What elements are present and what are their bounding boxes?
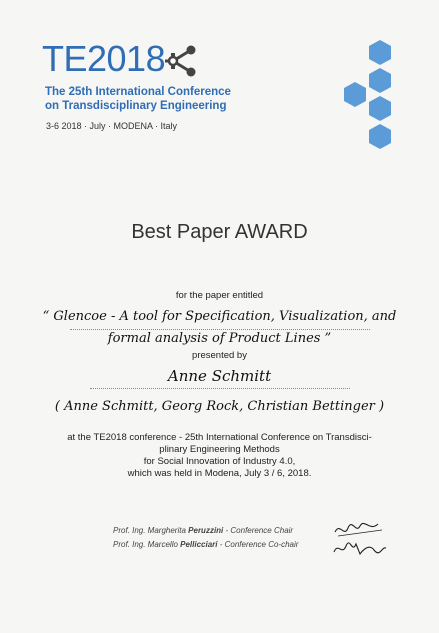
cochair-role: - Conference Co-chair	[217, 540, 299, 549]
chair-signatory	[113, 526, 293, 535]
cochair-signatory	[113, 540, 298, 549]
conference-name-line1: The 25th International Conference	[45, 86, 231, 98]
conference-text-line4: which was held in Modena, July 3 / 6, 2018.	[127, 468, 312, 479]
cochair-surname: Pellicciari	[180, 540, 218, 549]
authors-list: ( Anne Schmitt, Georg Rock, Christian Bettinger )	[54, 399, 385, 414]
chair-role: - Conference Chair	[223, 526, 294, 535]
hexagon-decoration-icon	[335, 40, 395, 150]
conference-name-line2: on Transdisciplinary Engineering	[45, 100, 227, 112]
paper-title-line1: “ Glencoe - A tool for Specification, Visualization, and	[42, 309, 397, 324]
presenter-name: Anne Schmitt	[167, 367, 272, 385]
for-paper-label: for the paper entitled	[175, 290, 264, 301]
cochair-prefix: Prof. Ing. Marcello	[113, 540, 181, 549]
conference-text-line3: for Social Innovation of Industry 4.0,	[143, 456, 296, 467]
share-network-icon	[163, 44, 199, 78]
paper-title-line2: formal analysis of Product Lines ”	[107, 331, 332, 346]
chair-prefix: Prof. Ing. Margherita	[113, 526, 189, 535]
award-title: Best Paper AWARD	[131, 221, 308, 243]
dotted-line	[90, 388, 350, 389]
conference-dates: 3-6 2018 · July · MODENA · Italy	[46, 121, 178, 131]
conference-logo-title: TE2018	[42, 38, 166, 79]
conference-text-line1: at the TE2018 conference - 25th International Conference on Transdisci-	[67, 432, 372, 443]
conference-text-line2: plinary Engineering Methods	[159, 444, 280, 455]
handwritten-signatures	[330, 520, 390, 560]
chair-surname: Peruzzini	[188, 526, 224, 535]
presented-by-label: presented by	[192, 350, 247, 361]
